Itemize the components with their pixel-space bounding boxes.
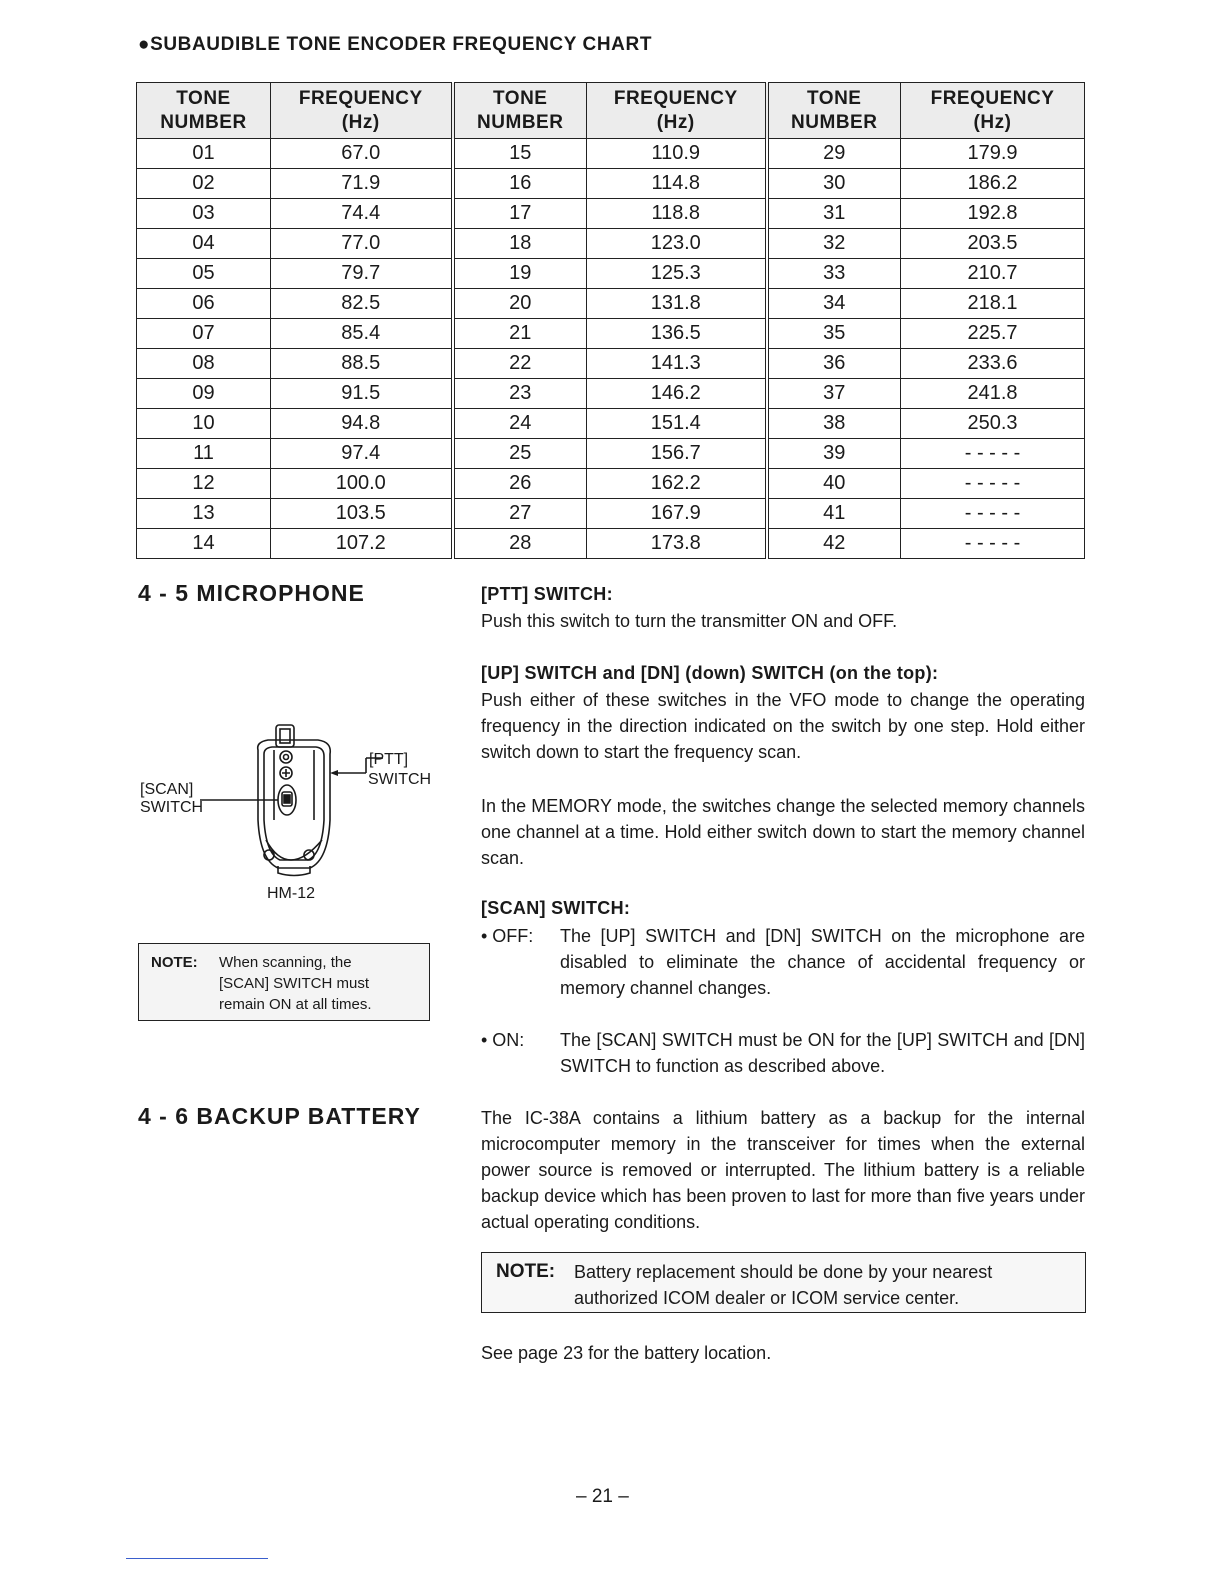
table-cell: 250.3 bbox=[901, 409, 1085, 439]
table-row bbox=[137, 319, 1085, 349]
table-cell: 04 bbox=[137, 229, 271, 259]
scan-on-text: The [SCAN] SWITCH must be ON for the [UP] SWITCH and [DN] SWITCH to function as described above. bbox=[560, 1030, 1085, 1076]
table-cell: 39 bbox=[767, 439, 901, 469]
table-cell: 21 bbox=[453, 319, 587, 349]
table-cell: 131.8 bbox=[587, 289, 767, 319]
table-cell: 18 bbox=[453, 229, 587, 259]
scan-on-label: • ON: bbox=[481, 1030, 525, 1050]
table-row bbox=[137, 439, 1085, 469]
table-cell: 10 bbox=[137, 409, 271, 439]
column-header: FREQUENCY (Hz) bbox=[271, 83, 453, 139]
column-header: TONE NUMBER bbox=[137, 83, 271, 139]
table-cell: 186.2 bbox=[901, 169, 1085, 199]
table-row bbox=[137, 229, 1085, 259]
scan-off-label: • OFF: bbox=[481, 926, 534, 946]
table-cell: 67.0 bbox=[271, 139, 453, 169]
column-header: FREQUENCY (Hz) bbox=[587, 83, 767, 139]
microphone-figure bbox=[138, 720, 448, 910]
table-cell: 08 bbox=[137, 349, 271, 379]
table-cell: 162.2 bbox=[587, 469, 767, 499]
table-cell: 74.4 bbox=[271, 199, 453, 229]
table-cell: 24 bbox=[453, 409, 587, 439]
table-cell: 125.3 bbox=[587, 259, 767, 289]
table-cell: 100.0 bbox=[271, 469, 453, 499]
note-line-1: When scanning, the bbox=[219, 954, 352, 971]
table-row bbox=[137, 199, 1085, 229]
table-cell: 225.7 bbox=[901, 319, 1085, 349]
scan-off-item bbox=[481, 923, 1085, 1003]
note-label: NOTE: bbox=[151, 954, 198, 971]
table-cell: 33 bbox=[767, 259, 901, 289]
scan-on-item bbox=[481, 1027, 1085, 1081]
table-cell: 210.7 bbox=[901, 259, 1085, 289]
table-cell: 19 bbox=[453, 259, 587, 289]
table-cell: 179.9 bbox=[901, 139, 1085, 169]
table-cell: 82.5 bbox=[271, 289, 453, 319]
table-cell: 07 bbox=[137, 319, 271, 349]
table-row bbox=[137, 259, 1085, 289]
table-row bbox=[137, 469, 1085, 499]
table-cell: 241.8 bbox=[901, 379, 1085, 409]
scan-label-2: SWITCH bbox=[140, 799, 204, 816]
table-cell: 94.8 bbox=[271, 409, 453, 439]
table-cell: 41 bbox=[767, 499, 901, 529]
ptt-label-1: [PTT] bbox=[369, 751, 409, 768]
chart-title: ●SUBAUDIBLE TONE ENCODER FREQUENCY CHART bbox=[138, 34, 653, 55]
see-page-text: See page 23 for the battery location. bbox=[481, 1343, 772, 1363]
table-cell: 71.9 bbox=[271, 169, 453, 199]
battery-heading: 4 - 6 BACKUP BATTERY bbox=[138, 1103, 421, 1129]
table-cell: 97.4 bbox=[271, 439, 453, 469]
table-cell: 88.5 bbox=[271, 349, 453, 379]
table-cell: 42 bbox=[767, 529, 901, 559]
battery-note-label: NOTE: bbox=[496, 1261, 556, 1282]
table-cell: 173.8 bbox=[587, 529, 767, 559]
table-cell: 79.7 bbox=[271, 259, 453, 289]
scan-label-1: [SCAN] bbox=[140, 781, 194, 798]
ptt-switch-text: Push this switch to turn the transmitter ON and OFF. bbox=[481, 611, 898, 631]
table-cell: 36 bbox=[767, 349, 901, 379]
column-header: TONE NUMBER bbox=[767, 83, 901, 139]
table-row bbox=[137, 139, 1085, 169]
table-cell: 13 bbox=[137, 499, 271, 529]
table-cell: 14 bbox=[137, 529, 271, 559]
table-cell: 15 bbox=[453, 139, 587, 169]
column-header: TONE NUMBER bbox=[453, 83, 587, 139]
table-cell: 05 bbox=[137, 259, 271, 289]
table-cell: 156.7 bbox=[587, 439, 767, 469]
table-cell: 203.5 bbox=[901, 229, 1085, 259]
table-cell: - - - - - bbox=[901, 469, 1085, 499]
table-header-row bbox=[137, 83, 1085, 139]
table-cell: 20 bbox=[453, 289, 587, 319]
table-cell: 23 bbox=[453, 379, 587, 409]
table-cell: 35 bbox=[767, 319, 901, 349]
scan-note-box bbox=[138, 943, 430, 1021]
table-cell: 167.9 bbox=[587, 499, 767, 529]
table-cell: 192.8 bbox=[901, 199, 1085, 229]
table-body bbox=[137, 139, 1085, 559]
page-number: – 21 – bbox=[576, 1486, 629, 1507]
table-cell: 03 bbox=[137, 199, 271, 229]
table-row bbox=[137, 379, 1085, 409]
battery-text: The IC-38A contains a lithium battery as a backup for the internal microcomputer memory in the transceiver for times when the external power source is removed or interrupted. The lithium battery is a reliable backup device which has been proven to last for more than five years under actual operating conditions. bbox=[481, 1108, 1085, 1232]
table-row bbox=[137, 349, 1085, 379]
note-line-3: remain ON at all times. bbox=[219, 996, 372, 1013]
note-line-2: [SCAN] SWITCH must bbox=[219, 975, 370, 992]
table-cell: 01 bbox=[137, 139, 271, 169]
battery-note-box bbox=[481, 1252, 1086, 1313]
updn-switch-heading: [UP] SWITCH and [DN] (down) SWITCH (on the top): bbox=[481, 663, 939, 683]
table-cell: 146.2 bbox=[587, 379, 767, 409]
updn-switch-text-2: In the MEMORY mode, the switches change the selected memory channels one channel at a time. Hold either switch down to start the memory channel scan. bbox=[481, 796, 1085, 868]
table-cell: - - - - - bbox=[901, 529, 1085, 559]
table-cell: 218.1 bbox=[901, 289, 1085, 319]
mic-model-label: HM-12 bbox=[267, 885, 316, 902]
table-row bbox=[137, 529, 1085, 559]
table-cell: 30 bbox=[767, 169, 901, 199]
table-cell: 38 bbox=[767, 409, 901, 439]
table-cell: 16 bbox=[453, 169, 587, 199]
table-cell: - - - - - bbox=[901, 439, 1085, 469]
table-cell: 32 bbox=[767, 229, 901, 259]
ptt-label-2: SWITCH bbox=[368, 771, 432, 788]
table-cell: 22 bbox=[453, 349, 587, 379]
table-cell: 233.6 bbox=[901, 349, 1085, 379]
table-cell: 17 bbox=[453, 199, 587, 229]
table-cell: 110.9 bbox=[587, 139, 767, 169]
table-row bbox=[137, 169, 1085, 199]
scan-off-text: The [UP] SWITCH and [DN] SWITCH on the microphone are disabled to eliminate the chance of accidental frequency or memory channel changes. bbox=[560, 926, 1085, 998]
updn-switch-text-1: Push either of these switches in the VFO mode to change the operating frequency in the direction indicated on the switch by one step. Hold either switch down to start the frequency scan. bbox=[481, 690, 1085, 762]
ptt-switch-heading: [PTT] SWITCH: bbox=[481, 584, 613, 604]
table-row bbox=[137, 409, 1085, 439]
table-cell: 12 bbox=[137, 469, 271, 499]
table-cell: 09 bbox=[137, 379, 271, 409]
table-cell: - - - - - bbox=[901, 499, 1085, 529]
table-cell: 37 bbox=[767, 379, 901, 409]
table-cell: 34 bbox=[767, 289, 901, 319]
table-cell: 02 bbox=[137, 169, 271, 199]
table-cell: 118.8 bbox=[587, 199, 767, 229]
table-cell: 136.5 bbox=[587, 319, 767, 349]
table-cell: 141.3 bbox=[587, 349, 767, 379]
microphone-heading: 4 - 5 MICROPHONE bbox=[138, 580, 365, 606]
table-cell: 123.0 bbox=[587, 229, 767, 259]
table-cell: 107.2 bbox=[271, 529, 453, 559]
table-cell: 28 bbox=[453, 529, 587, 559]
scan-switch-heading: [SCAN] SWITCH: bbox=[481, 898, 631, 918]
table-cell: 27 bbox=[453, 499, 587, 529]
tone-frequency-table bbox=[136, 82, 1085, 559]
footer-rule bbox=[126, 1558, 268, 1559]
table-cell: 40 bbox=[767, 469, 901, 499]
table-cell: 06 bbox=[137, 289, 271, 319]
table-cell: 31 bbox=[767, 199, 901, 229]
table-cell: 77.0 bbox=[271, 229, 453, 259]
table-row bbox=[137, 289, 1085, 319]
table-cell: 103.5 bbox=[271, 499, 453, 529]
table-cell: 114.8 bbox=[587, 169, 767, 199]
table-cell: 91.5 bbox=[271, 379, 453, 409]
table-cell: 26 bbox=[453, 469, 587, 499]
column-header: FREQUENCY (Hz) bbox=[901, 83, 1085, 139]
battery-note-text: Battery replacement should be done by your nearest authorized ICOM dealer or ICOM service center. bbox=[574, 1262, 993, 1308]
table-cell: 11 bbox=[137, 439, 271, 469]
table-row bbox=[137, 499, 1085, 529]
ptt-arrow-icon bbox=[330, 770, 338, 776]
table-cell: 85.4 bbox=[271, 319, 453, 349]
table-cell: 151.4 bbox=[587, 409, 767, 439]
table-cell: 29 bbox=[767, 139, 901, 169]
table-cell: 25 bbox=[453, 439, 587, 469]
